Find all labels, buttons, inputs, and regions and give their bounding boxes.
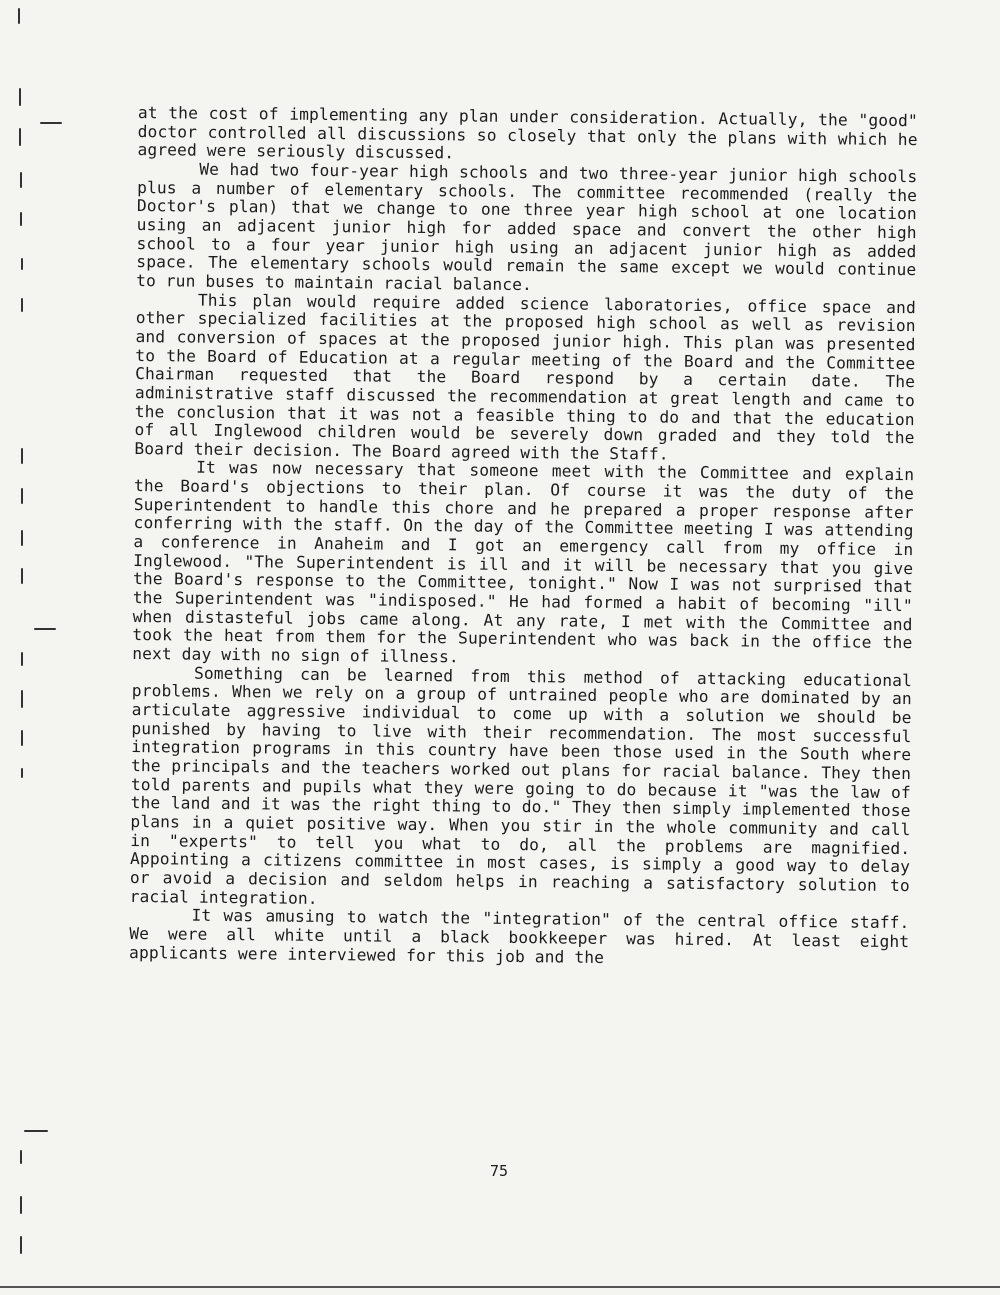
margin-mark (34, 628, 56, 630)
left-margin-marks (0, 0, 70, 1295)
margin-mark (20, 1196, 22, 1214)
margin-mark (21, 768, 23, 778)
margin-mark (40, 122, 62, 124)
paragraph: It was amusing to watch the "integration" of the central office staff. We were all white until a black bookkeeper was hired. At least eight applicants were interviewed for this job and the (129, 905, 910, 967)
margin-mark (20, 172, 22, 188)
margin-mark (21, 298, 23, 312)
margin-mark (18, 8, 20, 24)
bottom-edge-line (0, 1286, 1000, 1288)
body-text (129, 104, 918, 970)
margin-mark (21, 258, 23, 270)
paragraph: It was now necessary that someone meet with the Committee and explain the Board's objections to their plan. Of course it was the duty of the Superintendent to handle this chore and he prepared a proper response after conferring with the staff. On the day of the Committee meeting I was attending a conference in Anaheim and I got an emergency call from my office in Inglewood. "The Superintendent is ill and it will be necessary that you give the Board's response to the Committee, tonight." Now I was not surprised that the Superintendent was "indisposed." He had formed a habit of becoming "ill" when distasteful jobs came along. At any rate, I met with the Committee and took the heat from them for the Superintendent who was back in the office the next day with no sign of illness. (132, 458, 915, 667)
margin-mark (21, 530, 23, 546)
margin-mark (21, 690, 23, 708)
margin-mark (19, 128, 21, 146)
paragraph: This plan would require added science laboratories, office space and other specialized facilities at the proposed high school as well as revision and conversion of spaces at the proposed junior high. This plan was presented to the Board of Education at a regular meeting of the Board and the Committee Chairman requested that the Board respond by a certain date. The administrative staff discussed the recommendation at great length and came to the conclusion that it was not a feasible thing to do and that the education of all Inglewood children would be severely down graded and they told the Board their decision. The Board agreed with the Staff. (134, 290, 917, 464)
page-number: 75 (490, 1162, 509, 1180)
paragraph: Something can be learned from this method of attacking educational problems. When we rely on a group of untrained people who are dominated by an articulate aggressive individual to come up with a solution we should be punished by having to live with their recommendation. The most successful integration programs in this country have been those used in the South where the principals and the teachers worked out plans for racial balance. They then told parents and pupils what they were going to do because it "was the law of the land and it was the right thing to do." They then simply implemented those plans in a quiet positive way. When you stir in the whole community and call in "experts" to tell you what to do, all the problems are magnified. Appointing a citizens committee in most cases, is simply a good way to delay or avoid a decision and seldom helps in reaching a satisfactory solution to racial integration. (129, 663, 913, 908)
margin-mark (21, 448, 23, 464)
paragraph: at the cost of implementing any plan under consideration. Actually, the "good" doctor controlled all discussions so closely that only the plans with which he agreed were seriously discussed. (137, 103, 918, 163)
margin-mark (20, 1150, 22, 1164)
margin-mark (21, 488, 23, 504)
margin-mark (20, 212, 22, 226)
paragraph: We had two four-year high schools and two three-year junior high schools plus a number of elementary schools. The committee recommended (really the Doctor's plan) that we change to one three year high school at one location using an adjacent junior high for added space and convert the other high school to a four year junior high using an adjacent junior high as added space. The elementary schools would remain the same except we would continue to run buses to maintain racial balance. (136, 159, 918, 295)
margin-mark (21, 730, 23, 746)
margin-mark (20, 1236, 22, 1254)
margin-mark (19, 88, 21, 106)
margin-mark (24, 1130, 48, 1132)
margin-mark (21, 568, 23, 584)
margin-mark (21, 652, 23, 666)
